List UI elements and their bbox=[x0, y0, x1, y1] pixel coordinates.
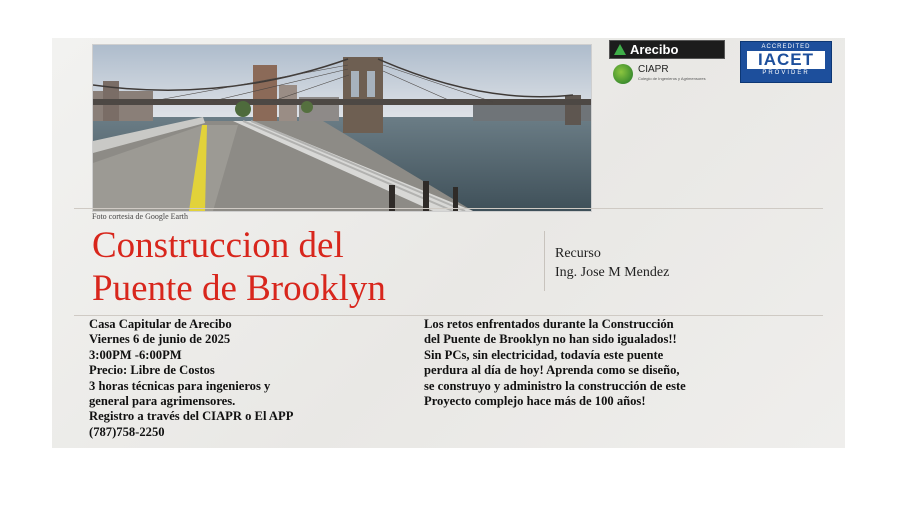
ciapr-seal-icon bbox=[613, 64, 633, 84]
details-line: 3:00PM -6:00PM bbox=[89, 347, 182, 362]
title-line-2: Puente de Brooklyn bbox=[92, 268, 386, 309]
triangle-icon bbox=[614, 44, 626, 55]
details-line: Casa Capitular de Arecibo bbox=[89, 317, 232, 331]
event-details bbox=[89, 317, 293, 440]
description-line: perdura al día de hoy! Aprenda como se diseño, bbox=[424, 363, 680, 378]
details-line: Viernes 6 de junio de 2025 bbox=[89, 332, 231, 347]
ciapr-logo-subtext: Colegio de Ingenieros y Agrimensores bbox=[638, 76, 706, 81]
details-line: (787)758-2250 bbox=[89, 424, 165, 439]
arecibo-logo-text: Arecibo bbox=[630, 42, 679, 57]
brooklyn-bridge-photo bbox=[92, 44, 592, 212]
iacet-accredited-text: ACCREDITED bbox=[761, 44, 811, 50]
divider-middle bbox=[74, 315, 823, 316]
event-flyer bbox=[52, 38, 845, 448]
description-line: se construyo y administro la construcción de este bbox=[424, 378, 686, 393]
details-line: 3 horas técnicas para ingenieros y bbox=[89, 378, 271, 393]
description-line: del Puente de Brooklyn no han sido igualados!! bbox=[424, 332, 677, 347]
divider-top bbox=[74, 208, 823, 209]
title-line-1: Construccion del bbox=[92, 225, 344, 266]
resource-name: Ing. Jose M Mendez bbox=[555, 265, 670, 280]
iacet-logo bbox=[740, 41, 832, 83]
details-line: Precio: Libre de Costos bbox=[89, 363, 215, 378]
description-line: Proyecto complejo hace más de 100 años! bbox=[424, 394, 646, 409]
details-line: Registro a través del CIAPR o El APP bbox=[89, 409, 294, 424]
ciapr-logo bbox=[613, 64, 706, 84]
divider-vertical bbox=[544, 231, 545, 291]
resource-label: Recurso bbox=[555, 246, 601, 261]
description-line: Los retos enfrentados durante la Construcción bbox=[424, 317, 674, 331]
iacet-name-text: IACET bbox=[747, 51, 825, 69]
event-description bbox=[424, 317, 824, 409]
photo-credit: Foto cortesia de Google Earth bbox=[92, 212, 188, 221]
event-title bbox=[92, 224, 386, 310]
ciapr-logo-text: CIAPR bbox=[638, 64, 669, 75]
iacet-provider-text: PROVIDER bbox=[762, 70, 810, 76]
details-line: general para agrimensores. bbox=[89, 394, 236, 409]
resource-block bbox=[555, 244, 669, 282]
arecibo-logo bbox=[609, 40, 725, 59]
description-line: Sin PCs, sin electricidad, todavía este puente bbox=[424, 347, 664, 362]
